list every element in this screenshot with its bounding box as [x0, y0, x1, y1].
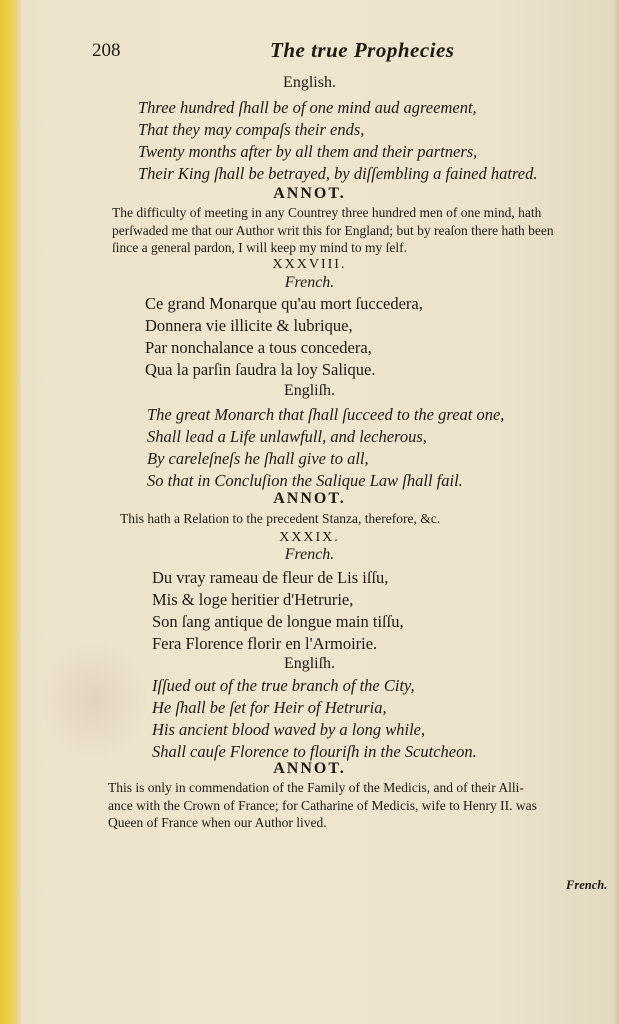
verse-line: That they may compaſs their ends, — [138, 120, 365, 139]
verse-line: By careleſneſs he ſhall give to all, — [147, 449, 369, 468]
section-label-french: French. — [284, 274, 335, 291]
verse-line: Their King ſhall be betrayed, by diſſembling a fained hatred. — [138, 164, 538, 183]
page-number: 208 — [92, 40, 121, 61]
verse-line: Three hundred ſhall be of one mind aud agreement, — [138, 98, 477, 117]
annotation-line: Queen of France when our Author lived. — [108, 815, 327, 830]
page-header — [92, 38, 562, 66]
verse-line: Iſſued out of the true branch of the City, — [152, 676, 415, 695]
verse-line: Shall lead a Life unlawfull, and lecherous, — [147, 427, 427, 446]
verse-line: So that in Concluſion the Salique Law ſhall fail. — [147, 471, 463, 490]
verse-line: The great Monarch that ſhall ſucceed to the great one, — [147, 405, 505, 424]
annotation-text — [112, 204, 596, 257]
verse-line: Fera Florence florir en l'Armoirie. — [152, 634, 378, 653]
verse-line: Son ſang antique de longue main tiſſu, — [152, 612, 404, 631]
annotation-text — [120, 510, 604, 528]
stanza-number: XXXIX. — [279, 530, 340, 545]
gilt-page-edge — [0, 0, 22, 1024]
annotation-line: perſwaded me that our Author writ this for England; but by reaſon there hath been — [112, 222, 554, 238]
stanza-number: XXXVIII. — [272, 257, 347, 272]
annotation-line: ance with the Crown of France; for Catharine of Medicis, wife to Henry II. was — [108, 797, 537, 813]
running-title: The true Prophecies — [270, 38, 455, 62]
annotation-line: This hath a Relation to the precedent Stanza, therefore, &c. — [120, 511, 441, 526]
verse-line: Du vray rameau de fleur de Lis iſſu, — [152, 568, 389, 587]
annot-heading: ANNOT. — [273, 760, 346, 777]
verse-line: Donnera vie illicite & lubrique, — [145, 316, 353, 335]
verse-line: Ce grand Monarque qu'au mort ſuccedera, — [145, 294, 423, 313]
verse-line: Qua la parſin ſaudra la loy Salique. — [145, 360, 376, 379]
section-label-french: French. — [284, 546, 335, 563]
verse-line: Mis & loge heritier d'Hetrurie, — [152, 590, 354, 609]
verse-line: Shall cauſe Florence to flouriſh in the Scutcheon. — [152, 742, 477, 761]
section-label-english: English. — [283, 74, 336, 91]
annot-heading: ANNOT. — [273, 185, 346, 202]
verse-line: Twenty months after by all them and their partners, — [138, 142, 478, 161]
verse-line: He ſhall be ſet for Heir of Hetruria, — [152, 698, 387, 717]
annotation-line: The difficulty of meeting in any Countrey three hundred men of one mind, hath — [112, 205, 542, 220]
verse-line: His ancient blood waved by a long while, — [152, 720, 426, 739]
section-label-english: Engliſh. — [283, 382, 336, 399]
annotation-text — [108, 779, 600, 832]
section-label-english: Engliſh. — [283, 655, 336, 672]
page-gutter-shadow — [613, 0, 619, 1024]
annotation-line: This is only in commendation of the Family of the Medicis, and of their Alli- — [108, 780, 524, 795]
verse-line: Par nonchalance a tous concedera, — [145, 338, 372, 357]
catchword: French. — [566, 878, 608, 892]
annot-heading: ANNOT. — [273, 490, 346, 507]
annotation-line: ſince a general pardon, I will keep my mind to my ſelf. — [112, 240, 408, 255]
